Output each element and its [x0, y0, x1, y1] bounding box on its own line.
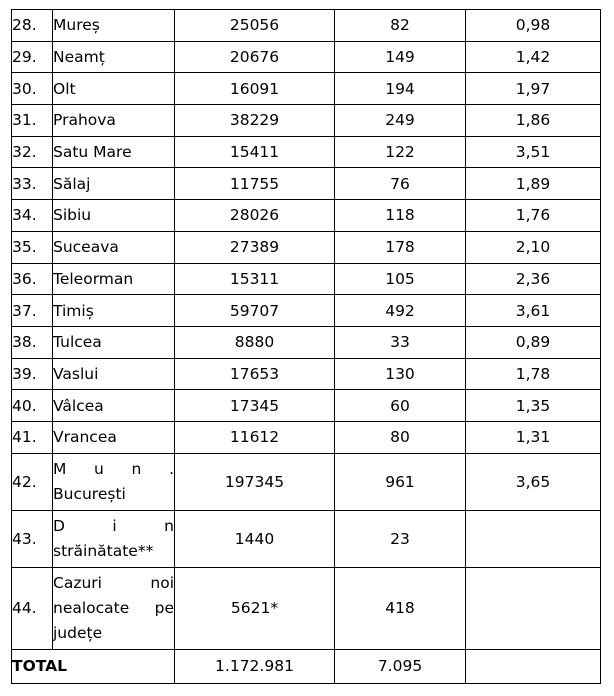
deaths-value: 33: [335, 326, 466, 358]
row-number: 36.: [12, 263, 53, 295]
county-name: Vâlcea: [53, 390, 175, 422]
row-number: 44.: [12, 567, 53, 649]
total-rate-value: [466, 649, 601, 683]
county-name: Teleorman: [53, 263, 175, 295]
table-row-bucuresti: [12, 453, 601, 510]
cases-value: 16091: [175, 73, 335, 105]
cases-value: 28026: [175, 200, 335, 232]
table-row: [12, 421, 601, 453]
cases-value: 59707: [175, 295, 335, 327]
row-number: 31.: [12, 105, 53, 137]
county-cases-table: [11, 9, 601, 684]
deaths-value: 961: [335, 453, 466, 510]
county-name-line: județe: [53, 623, 103, 642]
rate-value: 3,65: [466, 453, 601, 510]
deaths-value: 249: [335, 105, 466, 137]
row-number: 30.: [12, 73, 53, 105]
county-name: Mureș: [53, 10, 175, 42]
rate-value: 1,31: [466, 421, 601, 453]
row-number: 29.: [12, 41, 53, 73]
county-name: [53, 453, 175, 510]
cases-value: 197345: [175, 453, 335, 510]
cases-value: 1440: [175, 510, 335, 567]
deaths-value: 76: [335, 168, 466, 200]
row-number: 38.: [12, 326, 53, 358]
rate-value: 1,86: [466, 105, 601, 137]
county-name: Timiș: [53, 295, 175, 327]
cases-value: 15311: [175, 263, 335, 295]
rate-value: 3,51: [466, 136, 601, 168]
cases-value: 20676: [175, 41, 335, 73]
county-name: [53, 567, 175, 649]
deaths-value: 178: [335, 231, 466, 263]
county-name-line: M u n .: [53, 459, 174, 478]
county-name: Suceava: [53, 231, 175, 263]
rate-value: 2,36: [466, 263, 601, 295]
cases-value: 27389: [175, 231, 335, 263]
county-name: Vrancea: [53, 421, 175, 453]
deaths-value: 130: [335, 358, 466, 390]
cases-value: 38229: [175, 105, 335, 137]
table-row: [12, 41, 601, 73]
rate-value: 1,89: [466, 168, 601, 200]
table-row: [12, 105, 601, 137]
county-name: Tulcea: [53, 326, 175, 358]
table-row-abroad: [12, 510, 601, 567]
table-row: [12, 136, 601, 168]
row-number: 28.: [12, 10, 53, 42]
row-number: 43.: [12, 510, 53, 567]
county-name: Sibiu: [53, 200, 175, 232]
cases-value: 5621*: [175, 567, 335, 649]
cases-value: 11755: [175, 168, 335, 200]
cases-value: 25056: [175, 10, 335, 42]
deaths-value: 23: [335, 510, 466, 567]
total-deaths-value: 7.095: [335, 649, 466, 683]
row-number: 32.: [12, 136, 53, 168]
rate-value: [466, 510, 601, 567]
deaths-value: 60: [335, 390, 466, 422]
row-number: 37.: [12, 295, 53, 327]
county-name-line: nealocate pe: [53, 598, 174, 617]
table-row-total: [12, 649, 601, 683]
cases-value: 8880: [175, 326, 335, 358]
rate-value: 1,78: [466, 358, 601, 390]
deaths-value: 149: [335, 41, 466, 73]
table-row: [12, 358, 601, 390]
total-label: TOTAL: [12, 649, 175, 683]
row-number: 41.: [12, 421, 53, 453]
table-body: [12, 10, 601, 684]
county-name: Prahova: [53, 105, 175, 137]
county-name-line: D i n: [53, 516, 174, 535]
deaths-value: 194: [335, 73, 466, 105]
table-row: [12, 73, 601, 105]
table-row: [12, 295, 601, 327]
total-cases-value: 1.172.981: [175, 649, 335, 683]
deaths-value: 418: [335, 567, 466, 649]
deaths-value: 82: [335, 10, 466, 42]
deaths-value: 105: [335, 263, 466, 295]
county-name: Olt: [53, 73, 175, 105]
table-row: [12, 168, 601, 200]
rate-value: 1,97: [466, 73, 601, 105]
rate-value: 1,42: [466, 41, 601, 73]
table-row: [12, 200, 601, 232]
deaths-value: 118: [335, 200, 466, 232]
deaths-value: 122: [335, 136, 466, 168]
county-name: Satu Mare: [53, 136, 175, 168]
table-row-unallocated: [12, 567, 601, 649]
county-name: Sălaj: [53, 168, 175, 200]
rate-value: 0,89: [466, 326, 601, 358]
county-name-line: străinătate**: [53, 541, 154, 560]
row-number: 34.: [12, 200, 53, 232]
rate-value: 3,61: [466, 295, 601, 327]
row-number: 40.: [12, 390, 53, 422]
table-row: [12, 231, 601, 263]
cases-value: 11612: [175, 421, 335, 453]
deaths-value: 492: [335, 295, 466, 327]
rate-value: 1,35: [466, 390, 601, 422]
rate-value: [466, 567, 601, 649]
row-number: 42.: [12, 453, 53, 510]
deaths-value: 80: [335, 421, 466, 453]
rate-value: 0,98: [466, 10, 601, 42]
cases-value: 17653: [175, 358, 335, 390]
county-name-line: Cazuri noi: [53, 573, 174, 592]
rate-value: 1,76: [466, 200, 601, 232]
row-number: 33.: [12, 168, 53, 200]
row-number: 35.: [12, 231, 53, 263]
table-row: [12, 390, 601, 422]
row-number: 39.: [12, 358, 53, 390]
county-name: Vaslui: [53, 358, 175, 390]
county-name: Neamț: [53, 41, 175, 73]
cases-value: 15411: [175, 136, 335, 168]
rate-value: 2,10: [466, 231, 601, 263]
cases-value: 17345: [175, 390, 335, 422]
county-name: [53, 510, 175, 567]
table-row: [12, 263, 601, 295]
table-row: [12, 326, 601, 358]
county-name-line: București: [53, 484, 126, 503]
table-row: [12, 10, 601, 42]
